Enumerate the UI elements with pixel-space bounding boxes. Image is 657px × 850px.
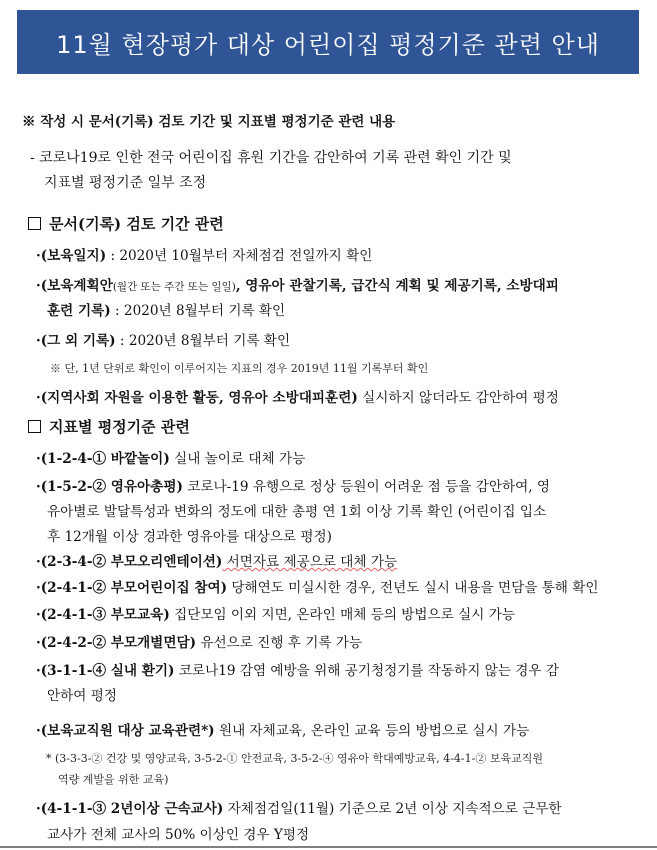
s2-item-1: ·(1-2-4-① 바깥놀이) 실내 놀이로 대체 가능 [36,451,306,467]
checkbox-icon [28,420,41,433]
s2-item-8-footnote-1: * (3-3-3-② 건강 및 영양교육, 3-5-2-① 안전교육, 3-5-2-④ 영유아 학대예방교육, 4-4-1-② 보육교직원 [46,752,543,765]
section2-title: 지표별 평정기준 관련 [49,418,190,436]
checkbox-icon [28,217,41,230]
s2-item-9-cont: 교사가 전체 교사의 50% 이상인 경우 Y평정 [47,827,310,843]
s2-item-9: ·(4-1-1-③ 2년이상 근속교사) 자체점검일(11월) 기준으로 2년 이상 지속적으로 근무한 [36,801,562,817]
s1-item-4: ·(지역사회 자원을 이용한 활동, 영유아 소방대피훈련) 실시하지 않더라도 감안하여 평정 [36,390,559,406]
s1-item-3-footnote: ※ 단, 1년 단위로 확인이 이루어지는 지표의 경우 2019년 11월 기록부터 확인 [50,362,429,375]
section1-title: 문서(기록) 검토 기간 관련 [49,215,224,233]
s2-item-4: ·(2-4-1-② 부모어린이집 참여) 당해연도 미실시한 경우, 전년도 실시 내용을 면담을 통해 확인 [36,580,599,596]
intro-line-2: 지표별 평정기준 일부 조정 [44,175,207,191]
s2-item-8: ·(보육교직원 대상 교육관련*) 원내 자체교육, 온라인 교육 등의 방법으로 실시 가능 [36,723,530,739]
section1-heading [28,213,224,234]
bottom-divider [0,846,657,848]
s2-item-7: ·(3-1-1-④ 실내 환기) 코로나19 감염 예방을 위해 공기청정기를 작동하지 않는 경우 감 [36,663,559,679]
s2-item-5: ·(2-4-1-③ 부모교육) 집단모임 이외 지면, 온라인 매체 등의 방법으로 실시 가능 [36,607,515,623]
s2-item-8-footnote-2: 역량 계발을 위한 교육) [58,773,169,786]
s2-item-7-cont: 안하여 평정 [47,688,117,704]
s2-item-2: ·(1-5-2-② 영유아총평) 코로나-19 유행으로 정상 등원이 어려운 점 등을 감안하여, 영 [36,479,551,495]
s2-item-6: ·(2-4-2-② 부모개별면담) 유선으로 진행 후 기록 가능 [36,635,363,651]
section2-heading [28,416,190,437]
s2-item-3: ·(2-3-4-② 부모오리엔테이션) 서면자료 제공으로 대체 가능 [36,554,398,570]
intro-line-1: - 코로나19로 인한 전국 어린이집 휴원 기간을 감안하여 기록 관련 확인 기간 및 [30,150,512,166]
s2-item-2-cont-2: 후 12개월 이상 경과한 영유아를 대상으로 평정) [47,529,332,545]
s1-item-1: ·(보육일지) : 2020년 10월부터 자체점검 전일까지 확인 [36,248,373,264]
page-title: 11월 현장평가 대상 어린이집 평정기준 관련 안내 [56,30,600,59]
s1-item-2-cont: 훈련 기록) : 2020년 8월부터 기록 확인 [47,303,286,319]
section-note: ※ 작성 시 문서(기록) 검토 기간 및 지표별 평정기준 관련 내용 [22,114,396,130]
s1-item-2: ·(보육계획안(월간 또는 주간 또는 일일), 영유아 관찰기록, 급간식 계획 및 제공기록, 소방대피 [36,278,559,294]
s2-item-2-cont-1: 유아별로 발달특성과 변화의 정도에 대한 총평 연 1회 이상 기록 확인 (어린이집 입소 [47,504,547,520]
s1-item-3: ·(그 외 기록) : 2020년 8월부터 기록 확인 [36,333,291,349]
title-banner [17,10,639,74]
